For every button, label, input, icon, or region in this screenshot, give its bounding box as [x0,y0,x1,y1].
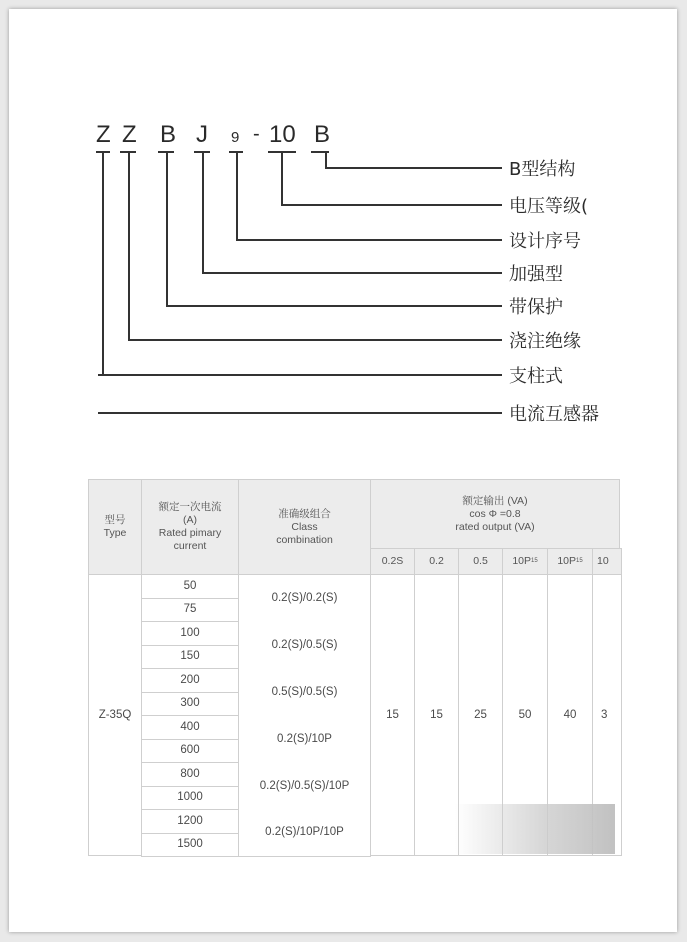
current-value: 75 [183,603,197,616]
type-cell [88,574,142,856]
header-text: Rated pimary [158,527,222,539]
legend-label: 支柱式 [509,366,563,387]
header-text: Class [291,520,318,533]
class-row [238,668,371,716]
current-row [141,598,239,623]
subheader-text: 10P [557,555,576,567]
subheader-4 [547,548,593,575]
header-text: cos Φ =0.8 [469,507,521,520]
photo-glare [455,804,615,854]
subheader-2 [458,548,503,575]
current-value: 50 [183,579,197,592]
header-current [141,479,239,575]
header-text: Type [103,527,127,539]
current-value: 600 [180,744,200,757]
legend-label: 加强型 [509,264,563,285]
document-page [9,9,677,932]
subheader-5 [592,548,622,575]
output-value: 25 [474,708,487,721]
legend-label: B型结构 [509,159,576,180]
current-value: 1500 [177,838,203,851]
current-value: 400 [180,720,200,733]
current-row [141,809,239,834]
subheader-subscript: 15 [576,558,583,564]
current-row [141,574,239,599]
header-text: current [173,540,207,552]
subheader-text: 0.5 [473,555,488,567]
leader-line [98,374,502,376]
content-area [98,9,609,932]
class-row [238,574,371,622]
output-value: 40 [563,708,577,721]
code-char-2: Z [122,121,137,148]
leader-line [202,272,502,274]
current-value: 800 [180,767,200,780]
subheader-1 [414,548,459,575]
current-value: 200 [180,673,200,686]
leader-line [281,151,283,205]
output-value: 3 [601,708,608,721]
current-row [141,621,239,646]
class-value: 0.2(S)/0.2(S) [271,592,338,604]
header-type [88,479,142,575]
class-value: 0.2(S)/0.5(S)/10P [259,779,350,792]
leader-line [281,204,502,206]
legend-label: 带保护 [509,297,563,318]
subheader-subscript: 15 [531,558,538,564]
current-value: 100 [180,626,200,639]
current-row [141,739,239,764]
subheader-text: 10P [512,555,531,567]
code-char-4: J [196,121,208,148]
leader-line [236,239,502,241]
code-char-1: Z [96,121,111,148]
code-char-7: 10 [269,121,296,148]
class-row [238,621,371,669]
output-value: 50 [518,708,532,721]
current-value: 300 [180,697,200,710]
code-char-8: B [314,121,331,148]
current-row [141,645,239,670]
class-value: 0.2(S)/0.5(S) [271,638,338,651]
current-row [141,715,239,740]
header-text: 额定输出 (VA) [462,494,528,507]
header-output [370,479,620,549]
class-row [238,762,371,810]
output-value: 15 [386,708,399,721]
current-value: 1200 [177,814,203,827]
leader-line [128,339,502,341]
current-row [141,833,239,858]
class-row [238,715,371,763]
leader-line [166,305,502,307]
leader-line [128,151,130,340]
type-value: Z-35Q [98,708,132,721]
code-char-3: B [160,121,177,148]
leader-line [102,151,104,375]
leader-line [236,151,238,241]
current-value: 150 [180,650,200,663]
header-text: combination [276,533,333,546]
legend-label: 电流互感器 [509,404,599,425]
subheader-0 [370,548,415,575]
code-char-6: - [253,123,260,145]
legend-label: 浇注绝缘 [509,331,581,352]
legend-label: 电压等级( [509,196,589,217]
leader-line [325,167,502,169]
header-text: rated output (VA) [455,520,535,533]
class-value: 0.2(S)/10P [277,732,332,745]
current-row [141,692,239,717]
code-char-5: 9 [231,129,240,146]
current-row [141,786,239,811]
leader-line [202,151,204,273]
subheader-text: 10 [597,555,609,567]
leader-line [166,151,168,306]
legend-label: 设计序号 [509,231,581,252]
header-text: (A) [183,514,197,526]
header-text: 额定一次电流 [158,501,222,513]
header-class [238,479,371,575]
class-value: 0.2(S)/10P/10P [265,826,344,838]
header-text: 准确级组合 [278,507,331,520]
subheader-text: 0.2 [429,555,444,567]
current-value: 1000 [177,791,203,804]
class-value: 0.5(S)/0.5(S) [271,685,338,698]
output-value: 15 [430,708,443,721]
subheader-3 [502,548,548,575]
leader-line [98,412,502,414]
header-text: 型号 [104,514,126,526]
current-row [141,762,239,787]
output-cell [370,574,415,856]
subheader-text: 0.2S [381,555,404,567]
class-row [238,809,371,857]
output-cell [414,574,459,856]
current-row [141,668,239,693]
